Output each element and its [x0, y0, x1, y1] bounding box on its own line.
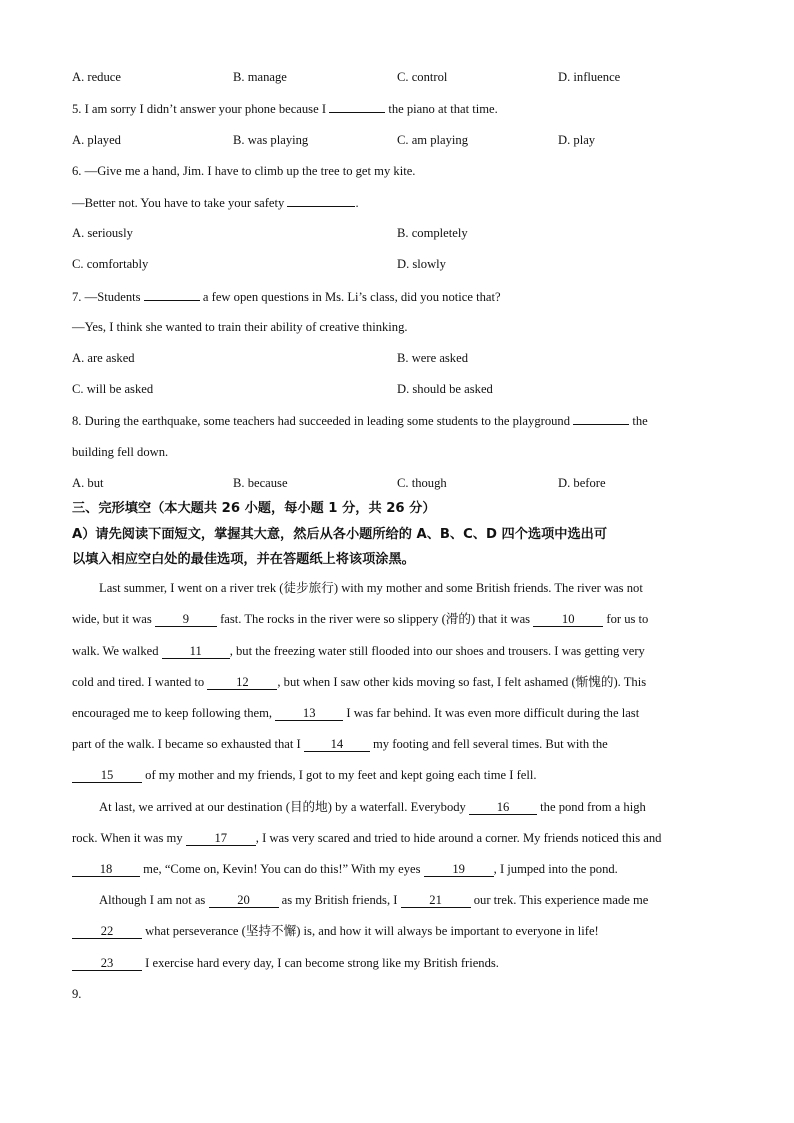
passage-line: 23 I exercise hard every day, I can become strong like my British friends. [72, 955, 722, 971]
blank-9: 9 [155, 612, 217, 627]
blank-13: 13 [275, 706, 343, 721]
q7-option-d: D. should be asked [397, 382, 493, 396]
q6-option-b: B. completely [397, 226, 468, 240]
blank-15: 15 [72, 768, 142, 783]
passage-line: walk. We walked 11 , but the freezing water still flooded into our shoes and trousers. I was getting very [72, 644, 645, 658]
answer-blank [573, 412, 629, 425]
blank-14: 14 [304, 737, 370, 752]
q6-option-c: C. comfortably [72, 257, 149, 271]
blank-22: 22 [72, 924, 142, 939]
q8-option-a: A. but [72, 476, 104, 490]
section-instruction-line1: A）请先阅读下面短文，掌握其大意，然后从各小题所给的 A、B、C、D 四个选项中选出可 [72, 527, 608, 542]
q8-option-d: D. before [558, 476, 606, 490]
blank-19: 19 [424, 862, 494, 877]
q5-option-b: B. was playing [233, 133, 309, 147]
answer-blank [144, 288, 200, 301]
question-number: 9. [72, 987, 82, 1001]
q5-option-a: A. played [72, 133, 121, 147]
q7-option-a: A. are asked [72, 351, 135, 365]
passage-line: part of the walk. I became so exhausted that I 14 my footing and fell several times. But with the [72, 737, 608, 751]
q4-option-c: C. control [397, 70, 448, 84]
passage-line: 15 of my mother and my friends, I got to my feet and kept going each time I fell. [72, 767, 722, 783]
q5-option-d: D. play [558, 133, 596, 147]
passage-line: 18 me, “Come on, Kevin! You can do this!” With my eyes 19 , I jumped into the pond. [72, 861, 722, 877]
blank-23: 23 [72, 956, 142, 971]
q7-option-c: C. will be asked [72, 382, 154, 396]
q4-option-b: B. manage [233, 70, 287, 84]
passage-line: Last summer, I went on a river trek (徒步旅行) with my mother and some British friends. The river was not [99, 581, 643, 595]
q7-option-b: B. were asked [397, 351, 468, 365]
answer-blank [287, 194, 355, 207]
q8-option-b: B. because [233, 476, 288, 490]
section-instruction-line2: 以填入相应空白处的最佳选项，并在答题纸上将该项涂黑。 [72, 552, 415, 567]
blank-11: 11 [162, 644, 230, 659]
q6-option-a: A. seriously [72, 226, 133, 240]
answer-blank [329, 100, 385, 113]
section-title: 三、完形填空（本大题共 26 小题，每小题 1 分，共 26 分） [72, 501, 436, 516]
passage-line: wide, but it was 9 fast. The rocks in the river were so slippery (滑的) that it was 10 for us to [72, 612, 649, 626]
passage-line: encouraged me to keep following them, 13 I was far behind. It was even more difficult during the last [72, 706, 640, 720]
blank-17: 17 [186, 831, 256, 846]
q6-line2: —Better not. You have to take your safety . [72, 196, 359, 210]
q4-option-a: A. reduce [72, 70, 121, 84]
blank-10: 10 [533, 612, 603, 627]
blank-12: 12 [207, 675, 277, 690]
blank-18: 18 [72, 862, 140, 877]
q6-option-d: D. slowly [397, 257, 446, 271]
passage-line: cold and tired. I wanted to 12 , but when I saw other kids moving so fast, I felt ashamed (惭愧的). This [72, 675, 647, 689]
q8-line1: 8. During the earthquake, some teachers had succeeded in leading some students to the playground the [72, 414, 648, 428]
q4-option-d: D. influence [558, 70, 621, 84]
passage-line: At last, we arrived at our destination (目的地) by a waterfall. Everybody 16 the pond from a high [99, 800, 646, 814]
q5-stem: 5. I am sorry I didn’t answer your phone because I the piano at that time. [72, 102, 498, 116]
blank-21: 21 [401, 893, 471, 908]
q7-line2: —Yes, I think she wanted to train their ability of creative thinking. [72, 320, 408, 334]
blank-20: 20 [209, 893, 279, 908]
q8-option-c: C. though [397, 476, 447, 490]
q6-line1: 6. —Give me a hand, Jim. I have to climb up the tree to get my kite. [72, 164, 416, 178]
q8-line2: building fell down. [72, 445, 169, 459]
q5-option-c: C. am playing [397, 133, 469, 147]
passage-line: 22 what perseverance (坚持不懈) is, and how it will always be important to everyone in life! [72, 923, 722, 939]
passage-line: rock. When it was my 17 , I was very scared and tried to hide around a corner. My friends noticed this and [72, 831, 662, 845]
q7-line1: 7. —Students a few open questions in Ms. Li’s class, did you notice that? [72, 290, 501, 304]
blank-16: 16 [469, 800, 537, 815]
passage-line: Although I am not as 20 as my British friends, I 21 our trek. This experience made me [99, 893, 649, 907]
